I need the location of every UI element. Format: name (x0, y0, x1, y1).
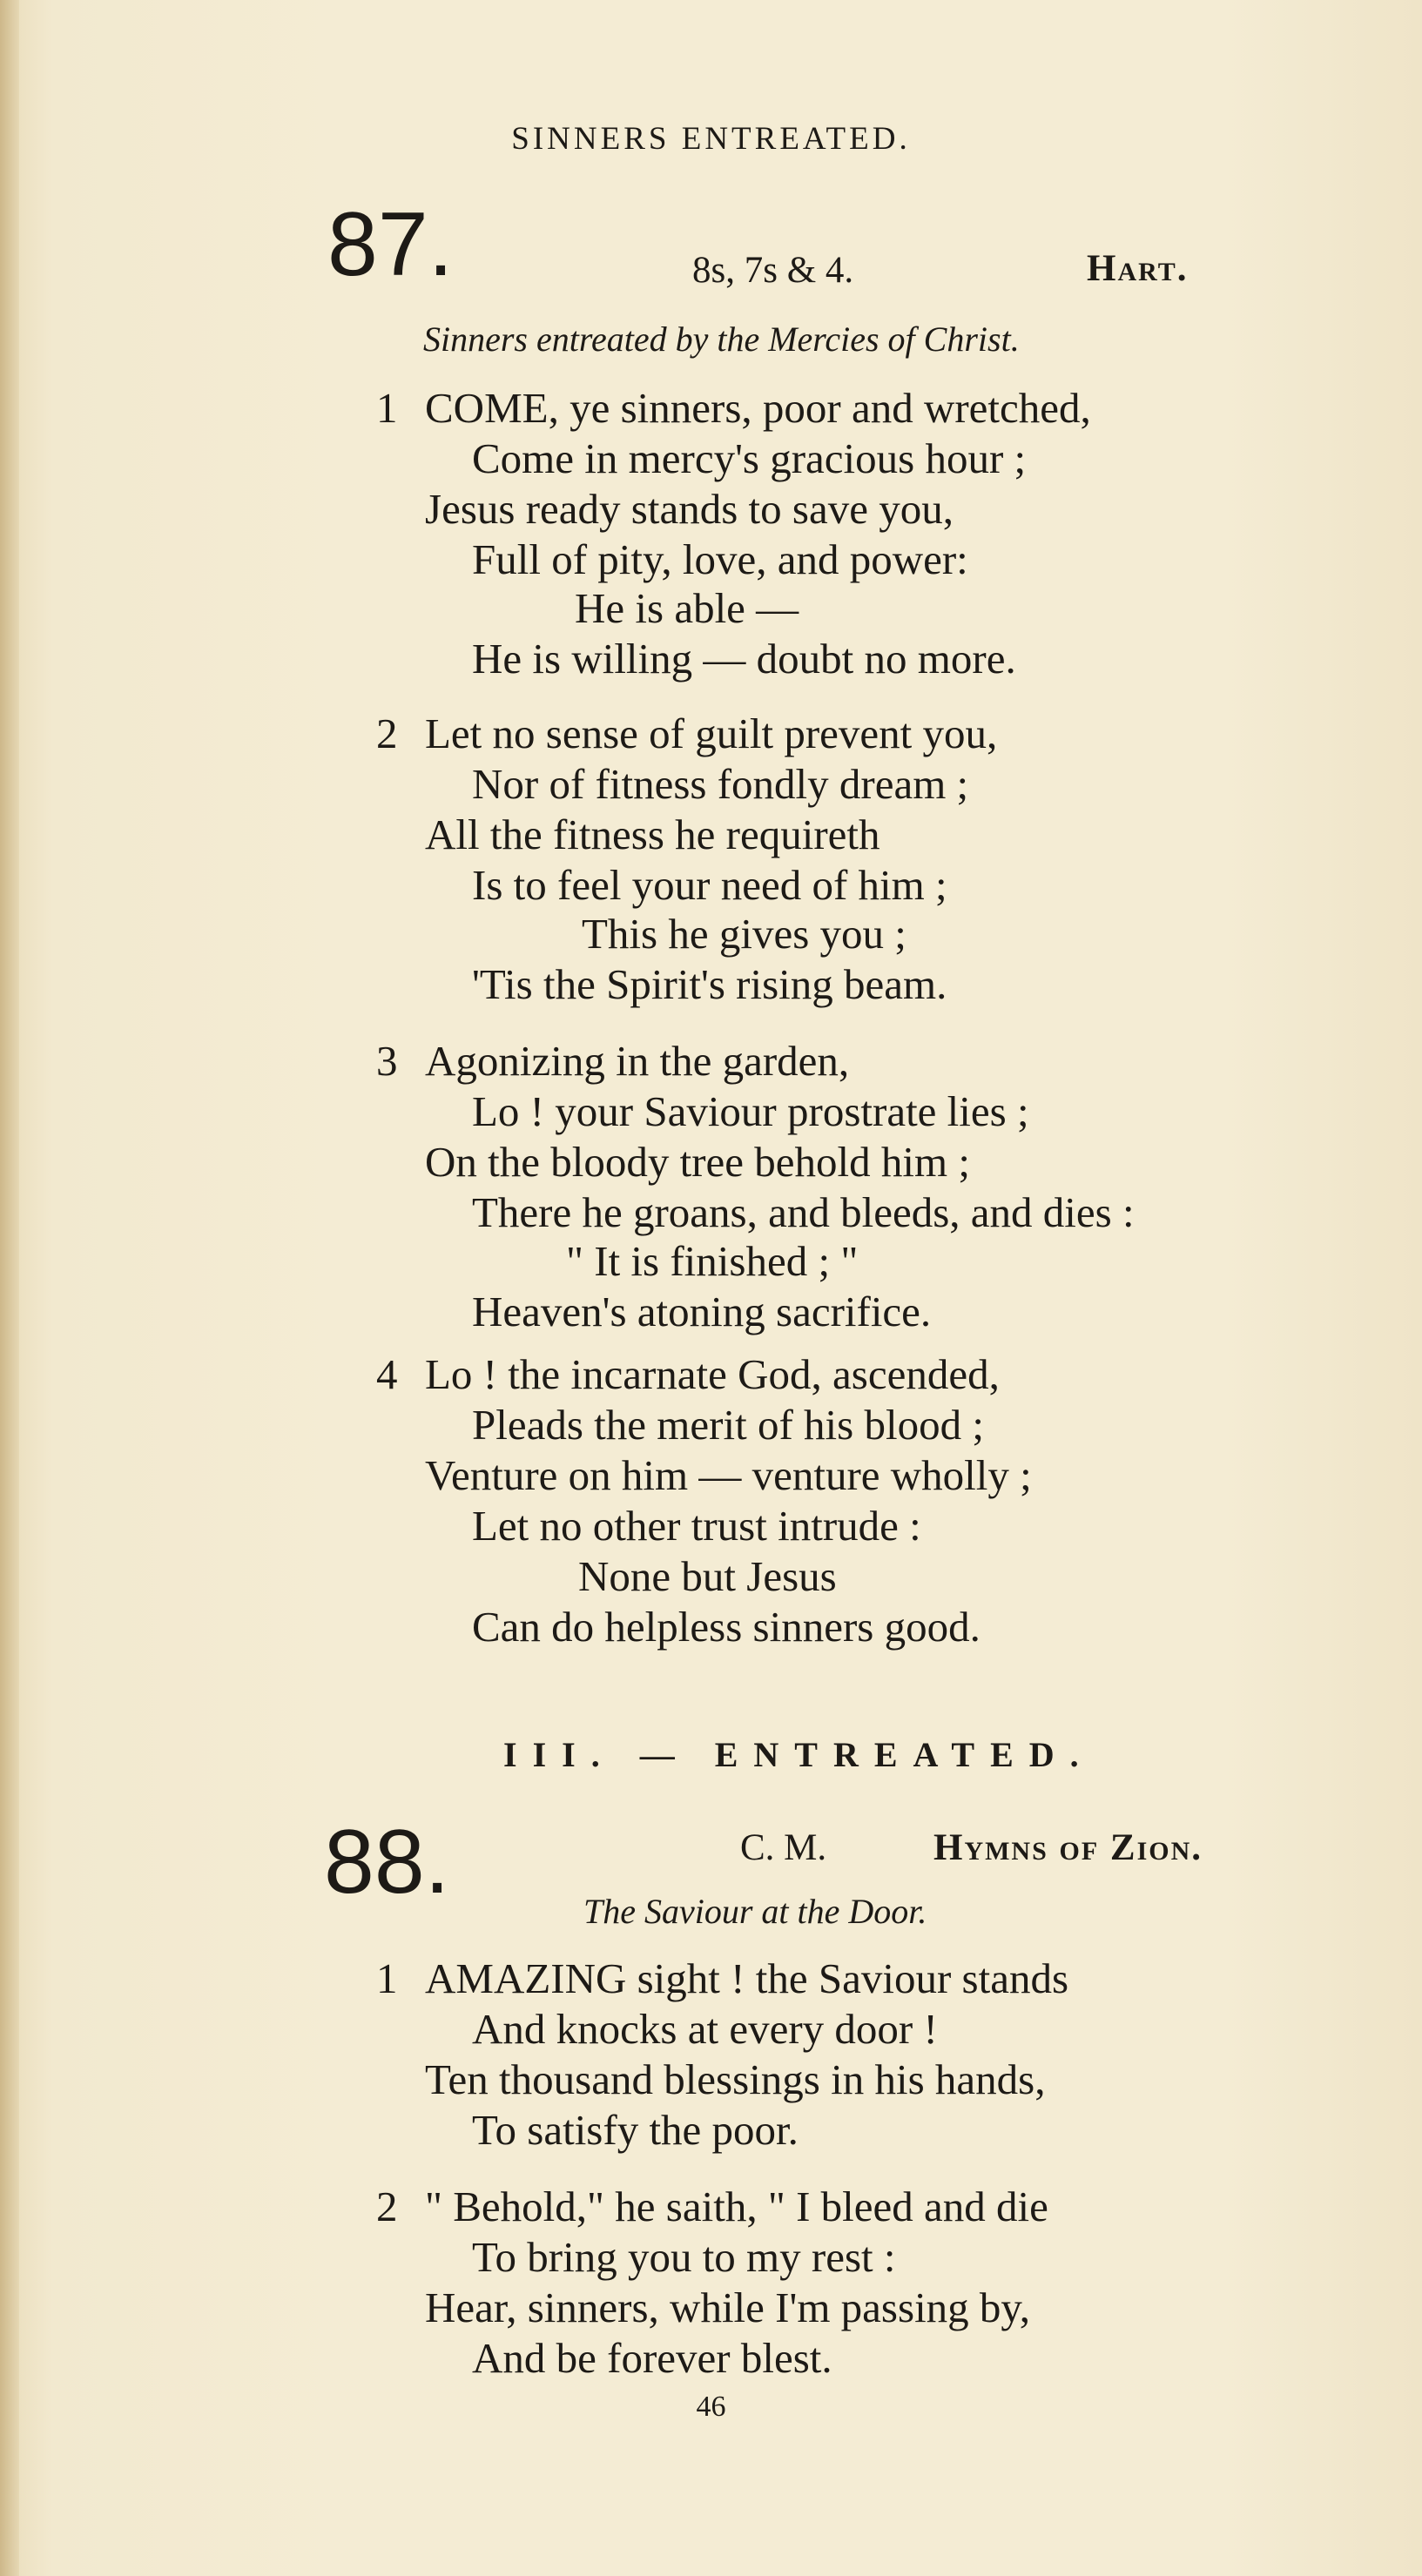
page-edge (0, 0, 19, 2576)
verse-line: Venture on him — venture wholly ; (425, 1451, 1032, 1499)
hymn-88-author: Hymns of Zion. (933, 1827, 1203, 1868)
verse-line: Lo ! the incarnate God, ascended, (425, 1350, 1000, 1398)
verse-line: Hear, sinners, while I'm passing by, (425, 2283, 1030, 2331)
verse-line: Ten thousand blessings in his hands, (425, 2055, 1046, 2103)
verse-number: 1 (376, 384, 398, 432)
page-number: 46 (696, 2391, 726, 2423)
verse-line: None but Jesus (578, 1552, 837, 1600)
verse-line: " Behold," he saith, " I bleed and die (425, 2183, 1048, 2230)
verse-line: Jesus ready stands to save you, (425, 485, 954, 533)
verse-line: COME, ye sinners, poor and wretched, (425, 384, 1091, 432)
verse-line: He is willing — doubt no more. (472, 635, 1016, 683)
verse-line: Lo ! your Saviour prostrate lies ; (472, 1087, 1029, 1135)
verse-line: This he gives you ; (582, 910, 906, 958)
verse-line: Pleads the merit of his blood ; (472, 1401, 984, 1449)
verse-number: 4 (376, 1350, 398, 1398)
verse-line: And be forever blest. (472, 2334, 832, 2382)
verse-number: 2 (376, 2183, 398, 2230)
verse-line: Is to feel your need of him ; (472, 861, 947, 909)
verse-line: Heaven's atoning sacrifice. (472, 1288, 932, 1335)
hymn-88-meter: C. M. (740, 1827, 827, 1868)
verse-line: " It is finished ; " (566, 1237, 859, 1285)
hymn-88-subtitle: The Saviour at the Door. (583, 1892, 927, 1931)
verse-line: He is able — (575, 584, 799, 632)
verse-line: On the bloody tree behold him ; (425, 1138, 970, 1186)
verse-line: Full of pity, love, and power: (472, 535, 968, 583)
verse-number: 3 (376, 1037, 398, 1085)
hymn-88-number: 88. (324, 1812, 450, 1913)
verse-line: Nor of fitness fondly dream ; (472, 760, 969, 808)
verse-line: Come in mercy's gracious hour ; (472, 434, 1027, 482)
verse-number: 1 (376, 1954, 398, 2002)
verse-line: 'Tis the Spirit's rising beam. (472, 960, 947, 1008)
hymn-87-meter: 8s, 7s & 4. (692, 250, 854, 291)
verse-line: Let no other trust intrude : (472, 1502, 921, 1550)
verse-line: All the fitness he requireth (425, 810, 880, 858)
verse-line: And knocks at every door ! (472, 2005, 938, 2053)
verse-number: 2 (376, 710, 398, 757)
verse-line: Agonizing in the garden, (425, 1037, 850, 1085)
verse-line: To bring you to my rest : (472, 2233, 896, 2281)
hymn-87-subtitle: Sinners entreated by the Mercies of Christ. (423, 319, 1020, 359)
verse-line: There he groans, and bleeds, and dies : (472, 1188, 1135, 1236)
verse-line: Can do helpless sinners good. (472, 1603, 981, 1651)
verse-line: Let no sense of guilt prevent you, (425, 710, 998, 757)
hymn-87-number: 87. (327, 194, 454, 295)
hymn-87-author: Hart. (1087, 248, 1189, 289)
verse-line: AMAZING sight ! the Saviour stands (425, 1954, 1069, 2002)
running-head: SINNERS ENTREATED. (511, 121, 911, 157)
verse-line: To satisfy the poor. (472, 2106, 799, 2154)
section-heading: III. — ENTREATED. (503, 1735, 1095, 1774)
